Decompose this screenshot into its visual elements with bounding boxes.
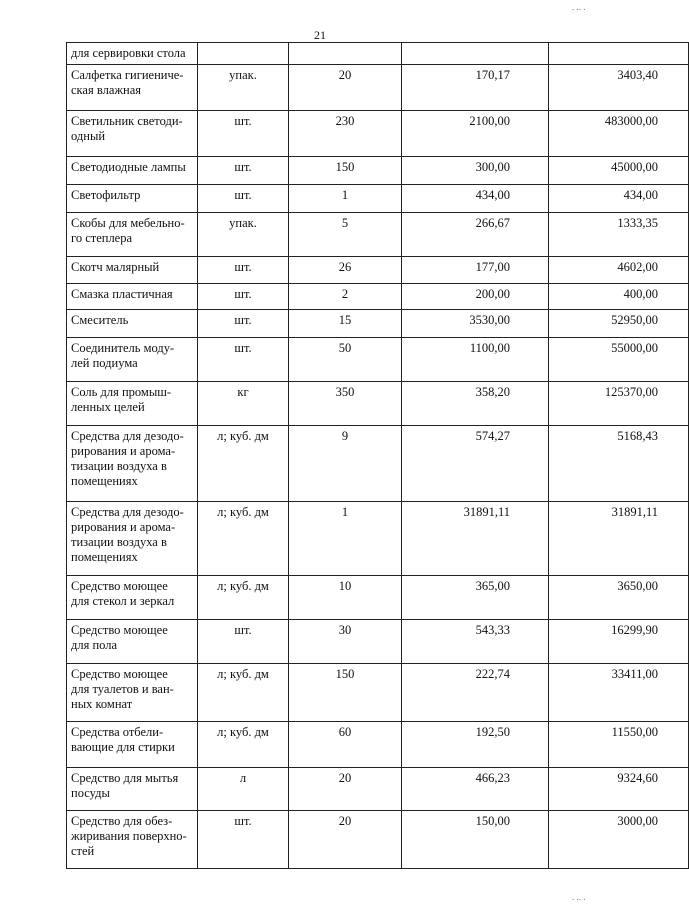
item-name-cell [67, 620, 198, 664]
item-name-line: Средство моющее [71, 623, 168, 637]
table-row [67, 284, 689, 310]
total-cell: 3650,00 [549, 576, 689, 620]
total-cell: 3403,40 [549, 65, 689, 111]
unit-cell: л; куб. дм [198, 722, 289, 768]
item-name-line: Средство моющее [71, 579, 168, 593]
item-name-cell [67, 768, 198, 811]
item-name-line: помещениях [71, 550, 138, 564]
item-name-line: тизации воздуха в [71, 459, 167, 473]
item-name-cell [67, 284, 198, 310]
table-row [67, 257, 689, 284]
corner-mark-bottom: . .. . [572, 892, 586, 902]
price-cell: 358,20 [402, 382, 549, 426]
unit-cell: шт. [198, 157, 289, 185]
unit-cell: шт. [198, 284, 289, 310]
total-cell: 31891,11 [549, 502, 689, 576]
total-cell: 1333,35 [549, 213, 689, 257]
total-cell: 52950,00 [549, 310, 689, 338]
table-row [67, 111, 689, 157]
total-cell: 9324,60 [549, 768, 689, 811]
price-cell: 365,00 [402, 576, 549, 620]
price-cell: 300,00 [402, 157, 549, 185]
unit-cell: кг [198, 382, 289, 426]
unit-cell: л; куб. дм [198, 502, 289, 576]
total-cell: 16299,90 [549, 620, 689, 664]
price-cell: 3530,00 [402, 310, 549, 338]
item-name-line: для туалетов и ван- [71, 682, 174, 696]
table-row [67, 811, 689, 869]
table-row [67, 768, 689, 811]
goods-table-body [67, 43, 689, 869]
table-row [67, 157, 689, 185]
price-cell: 543,33 [402, 620, 549, 664]
quantity-cell [289, 43, 402, 65]
quantity-cell: 1 [289, 185, 402, 213]
total-cell: 3000,00 [549, 811, 689, 869]
price-cell: 31891,11 [402, 502, 549, 576]
quantity-cell: 1 [289, 502, 402, 576]
unit-cell: шт. [198, 257, 289, 284]
quantity-cell: 150 [289, 157, 402, 185]
item-name-line: ская влажная [71, 83, 142, 97]
item-name-line: Смеситель [71, 313, 129, 327]
item-name-cell [67, 722, 198, 768]
quantity-cell: 10 [289, 576, 402, 620]
item-name-line: Средство для обез- [71, 814, 173, 828]
item-name-line: го степлера [71, 231, 133, 245]
item-name-line: одный [71, 129, 106, 143]
total-cell: 55000,00 [549, 338, 689, 382]
price-cell: 170,17 [402, 65, 549, 111]
item-name-line: рирования и арома- [71, 444, 176, 458]
quantity-cell: 5 [289, 213, 402, 257]
quantity-cell: 2 [289, 284, 402, 310]
unit-cell: шт. [198, 185, 289, 213]
page-number: 21 [314, 28, 326, 42]
table-row [67, 338, 689, 382]
quantity-cell: 50 [289, 338, 402, 382]
price-cell: 434,00 [402, 185, 549, 213]
item-name-line: Смазка пластичная [71, 287, 173, 301]
item-name-cell [67, 502, 198, 576]
total-cell: 400,00 [549, 284, 689, 310]
item-name-line: Скотч малярный [71, 260, 160, 274]
price-cell: 466,23 [402, 768, 549, 811]
item-name-line: помещениях [71, 474, 138, 488]
price-cell: 192,50 [402, 722, 549, 768]
item-name-line: вающие для стирки [71, 740, 175, 754]
price-cell: 2100,00 [402, 111, 549, 157]
unit-cell: шт. [198, 811, 289, 869]
item-name-cell [67, 811, 198, 869]
item-name-line: Средство для мытья [71, 771, 179, 785]
item-name-line: Соль для промыш- [71, 385, 172, 399]
item-name-line: ленных целей [71, 400, 145, 414]
quantity-cell: 350 [289, 382, 402, 426]
unit-cell: упак. [198, 65, 289, 111]
item-name-cell [67, 664, 198, 722]
quantity-cell: 15 [289, 310, 402, 338]
total-cell: 125370,00 [549, 382, 689, 426]
quantity-cell: 30 [289, 620, 402, 664]
total-cell: 11550,00 [549, 722, 689, 768]
item-name-line: Светодиодные лампы [71, 160, 186, 174]
table-row [67, 43, 689, 65]
item-name-cell [67, 426, 198, 502]
price-cell: 177,00 [402, 257, 549, 284]
quantity-cell: 20 [289, 811, 402, 869]
quantity-cell: 9 [289, 426, 402, 502]
item-name-line: для пола [71, 638, 118, 652]
total-cell [549, 43, 689, 65]
item-name-line: Светильник светоди- [71, 114, 183, 128]
quantity-cell: 26 [289, 257, 402, 284]
item-name-cell [67, 213, 198, 257]
unit-cell: шт. [198, 338, 289, 382]
table-row [67, 65, 689, 111]
unit-cell: л; куб. дм [198, 426, 289, 502]
table-row [67, 664, 689, 722]
price-cell: 1100,00 [402, 338, 549, 382]
total-cell: 434,00 [549, 185, 689, 213]
item-name-line: Средства для дезодо- [71, 429, 184, 443]
price-cell: 574,27 [402, 426, 549, 502]
item-name-cell [67, 185, 198, 213]
item-name-line: для сервировки стола [71, 46, 186, 60]
item-name-line: посуды [71, 786, 110, 800]
item-name-cell [67, 65, 198, 111]
item-name-cell [67, 157, 198, 185]
unit-cell: л; куб. дм [198, 576, 289, 620]
price-cell: 200,00 [402, 284, 549, 310]
item-name-line: Средства отбели- [71, 725, 164, 739]
item-name-line: тизации воздуха в [71, 535, 167, 549]
table-row [67, 310, 689, 338]
item-name-line: Средства для дезодо- [71, 505, 184, 519]
table-row [67, 185, 689, 213]
price-cell: 222,74 [402, 664, 549, 722]
corner-mark-top: . .. . [572, 2, 586, 12]
item-name-line: стей [71, 844, 95, 858]
item-name-line: Светофильтр [71, 188, 141, 202]
total-cell: 5168,43 [549, 426, 689, 502]
item-name-cell [67, 257, 198, 284]
total-cell: 483000,00 [549, 111, 689, 157]
item-name-line: рирования и арома- [71, 520, 176, 534]
item-name-cell [67, 382, 198, 426]
unit-cell [198, 43, 289, 65]
quantity-cell: 60 [289, 722, 402, 768]
item-name-line: для стекол и зеркал [71, 594, 175, 608]
goods-table [66, 42, 689, 869]
item-name-cell [67, 310, 198, 338]
item-name-line: Скобы для мебельно- [71, 216, 185, 230]
table-row [67, 576, 689, 620]
price-cell: 150,00 [402, 811, 549, 869]
item-name-cell [67, 111, 198, 157]
total-cell: 33411,00 [549, 664, 689, 722]
quantity-cell: 20 [289, 768, 402, 811]
table-row [67, 426, 689, 502]
table-row [67, 620, 689, 664]
item-name-cell [67, 43, 198, 65]
unit-cell: л [198, 768, 289, 811]
item-name-cell [67, 576, 198, 620]
quantity-cell: 150 [289, 664, 402, 722]
unit-cell: шт. [198, 310, 289, 338]
item-name-line: Средство моющее [71, 667, 168, 681]
total-cell: 45000,00 [549, 157, 689, 185]
price-cell [402, 43, 549, 65]
table-row [67, 502, 689, 576]
unit-cell: л; куб. дм [198, 664, 289, 722]
quantity-cell: 230 [289, 111, 402, 157]
unit-cell: шт. [198, 620, 289, 664]
item-name-line: ных комнат [71, 697, 133, 711]
table-row [67, 722, 689, 768]
item-name-line: Салфетка гигиениче- [71, 68, 184, 82]
quantity-cell: 20 [289, 65, 402, 111]
item-name-line: лей подиума [71, 356, 138, 370]
unit-cell: упак. [198, 213, 289, 257]
table-row [67, 213, 689, 257]
price-cell: 266,67 [402, 213, 549, 257]
item-name-line: жиривания поверхно- [71, 829, 187, 843]
table-row [67, 382, 689, 426]
item-name-cell [67, 338, 198, 382]
item-name-line: Соединитель моду- [71, 341, 175, 355]
unit-cell: шт. [198, 111, 289, 157]
total-cell: 4602,00 [549, 257, 689, 284]
